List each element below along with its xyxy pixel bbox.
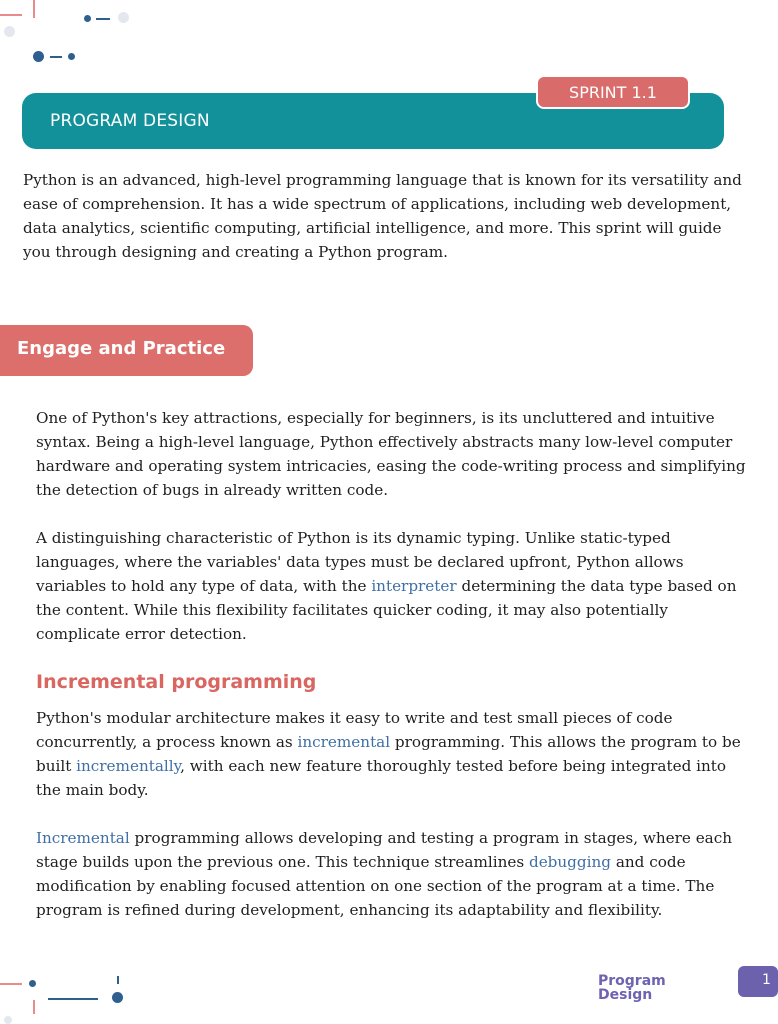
decor-line	[0, 14, 22, 16]
glossary-link-debugging[interactable]: debugging	[528, 853, 611, 871]
decor-dot	[4, 1016, 12, 1024]
glossary-link-incremental[interactable]: incremental	[297, 733, 391, 751]
paragraph-stages	[36, 826, 751, 922]
decor-dot	[84, 15, 91, 22]
section-heading-tab	[0, 325, 253, 376]
decor-line	[50, 56, 62, 58]
glossary-link-interpreter[interactable]: interpreter	[371, 577, 457, 595]
text-segment: programming allows developing and testing a program in stages, where each stage builds upon the previous one. This technique streamlines	[36, 829, 733, 871]
text-segment: A distinguishing characteristic of Python is its dynamic typing. Unlike static-typed languages, where the variables' data types must be declared upfront, Python allows variables to hold any type of data, with the	[36, 529, 684, 595]
decor-line	[96, 18, 110, 20]
decor-dot	[33, 51, 44, 62]
decor-line	[0, 983, 22, 985]
decor-dot	[4, 26, 15, 37]
text-segment: Python's modular architecture makes it easy to write and test small pieces of code concurrently, a process known as	[36, 709, 673, 751]
decor-line	[33, 1000, 35, 1014]
decor-line	[117, 976, 119, 984]
intro-paragraph: Python is an advanced, high-level programming language that is known for its versatility and ease of comprehension. It has a wide spectrum of applications, including web development, data analytics, scientific computing, artificial intelligence, and more. This sprint will guide you through designing and creating a Python program.	[23, 171, 742, 261]
decor-dot	[112, 992, 123, 1003]
sprint-badge: SPRINT 1.1	[536, 75, 690, 109]
decor-line	[48, 998, 98, 1000]
page-number-tab	[738, 966, 778, 997]
decor-dot	[68, 53, 75, 60]
glossary-link-incrementally[interactable]: incrementally	[76, 757, 181, 775]
page-number: 1	[762, 972, 771, 988]
subheading-incremental: Incremental programming	[36, 671, 317, 693]
running-footer-title	[598, 968, 723, 1003]
text-segment: and code modification by enabling focused attention on one section of the program at a time. The program is refined during development, enhancing its adaptability and flexibility.	[36, 853, 715, 919]
paragraph-dynamic-typing	[36, 526, 751, 646]
decor-dot	[118, 12, 129, 23]
paragraph-syntax: One of Python's key attractions, especially for beginners, is its uncluttered and intuitive syntax. Being a high-level language, Python effectively abstracts many low-level computer hardware and operating system intricacies, easing the code-writing process and simplifying the detection of bugs in already written code.	[36, 409, 746, 499]
text-segment: programming. This allows the program to be built	[36, 733, 741, 775]
text-segment: , with each new feature thoroughly tested before being integrated into the main body.	[36, 757, 727, 799]
sprint-title: PROGRAM DESIGN	[50, 111, 210, 131]
text-segment: determining the data type based on the content. While this flexibility facilitates quicker coding, it may also potentially complicate error detection.	[36, 577, 737, 643]
decor-line	[33, 0, 35, 18]
glossary-link-incremental-2[interactable]: Incremental	[36, 829, 130, 847]
decor-dot	[29, 980, 36, 987]
section-heading: Engage and Practice	[17, 338, 226, 359]
running-footer-label: Program Design	[598, 973, 666, 1003]
paragraph-modular	[36, 706, 751, 802]
